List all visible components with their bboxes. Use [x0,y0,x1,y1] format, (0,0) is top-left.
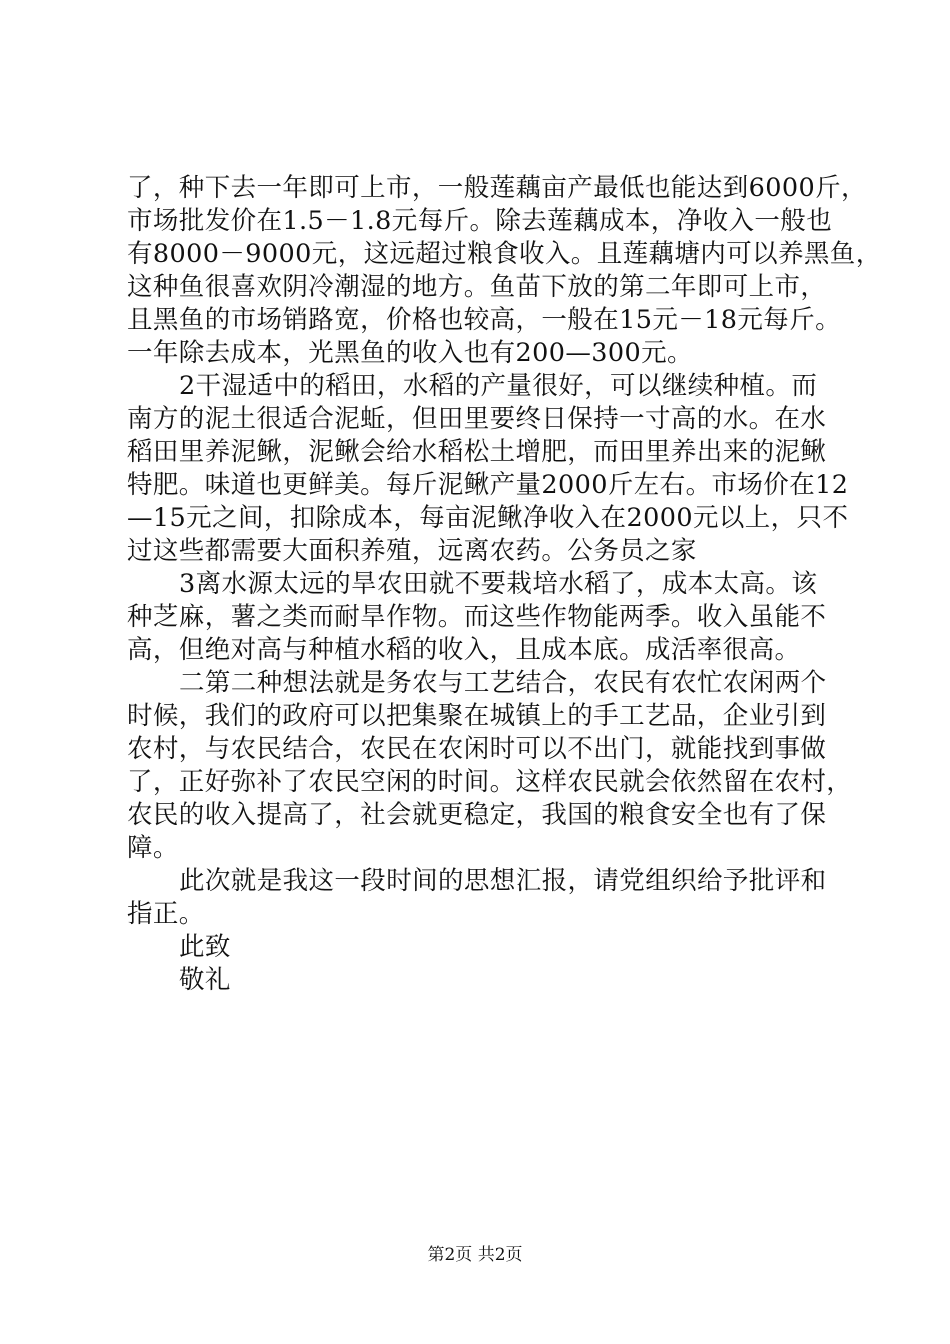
paragraph-start-line: 二第二种想法就是务农与工艺结合，农民有农忙农闲两个 [179,668,827,698]
text-line: —15元之间，扣除成本，每亩泥鳅净收入在2000元以上，只不 [127,503,849,533]
text-line: 这种鱼很喜欢阴冷潮湿的地方。鱼苗下放的第二年即可上市， [127,272,827,302]
salutation-line: 此致 [179,932,231,962]
text-line: 高，但绝对高与种植水稻的收入，且成本底。成活率很高。 [127,635,801,665]
text-line: 稻田里养泥鳅，泥鳅会给水稻松土增肥，而田里养出来的泥鳅 [127,437,827,467]
text-line: 且黑鱼的市场销路宽，价格也较高，一般在15元－18元每斤。 [127,305,841,335]
text-line: 农民的收入提高了，社会就更稳定，我国的粮食安全也有了保 [127,800,827,830]
text-line: 有8000－9000元，这远超过粮食收入。且莲藕塘内可以养黑鱼， [127,239,882,269]
text-line: 障。 [127,833,179,863]
page-number-footer: 第2页 共2页 [427,1245,523,1265]
paragraph-start-line: 3离水源太远的旱农田就不要栽培水稻了，成本太高。该 [179,569,818,599]
text-line: 一年除去成本，光黑鱼的收入也有200—300元。 [127,338,693,368]
text-line: 农村，与农民结合，农民在农闲时可以不出门，就能找到事做 [127,734,827,764]
text-line: 指正。 [127,899,205,929]
paragraph-start-line: 此次就是我这一段时间的思想汇报，请党组织给予批评和 [179,866,827,896]
text-line: 市场批发价在1.5－1.8元每斤。除去莲藕成本，净收入一般也 [127,206,833,236]
text-line: 特肥。味道也更鲜美。每斤泥鳅产量2000斤左右。市场价在12 [127,470,849,500]
paragraph-start-line: 2干湿适中的稻田，水稻的产量很好，可以继续种植。而 [179,371,818,401]
text-line: 种芝麻，薯之类而耐旱作物。而这些作物能两季。收入虽能不 [127,602,827,632]
text-line: 时候，我们的政府可以把集聚在城镇上的手工艺品，企业引到 [127,701,827,731]
text-line: 过这些都需要大面积养殖，远离农药。公务员之家 [127,536,697,566]
closing-line: 敬礼 [179,965,231,995]
text-line: 了，正好弥补了农民空闲的时间。这样农民就会依然留在农村， [127,767,853,797]
text-line: 南方的泥土很适合泥蚯，但田里要终日保持一寸高的水。在水 [127,404,827,434]
text-line: 了，种下去一年即可上市，一般莲藕亩产最低也能达到6000斤， [127,173,867,203]
